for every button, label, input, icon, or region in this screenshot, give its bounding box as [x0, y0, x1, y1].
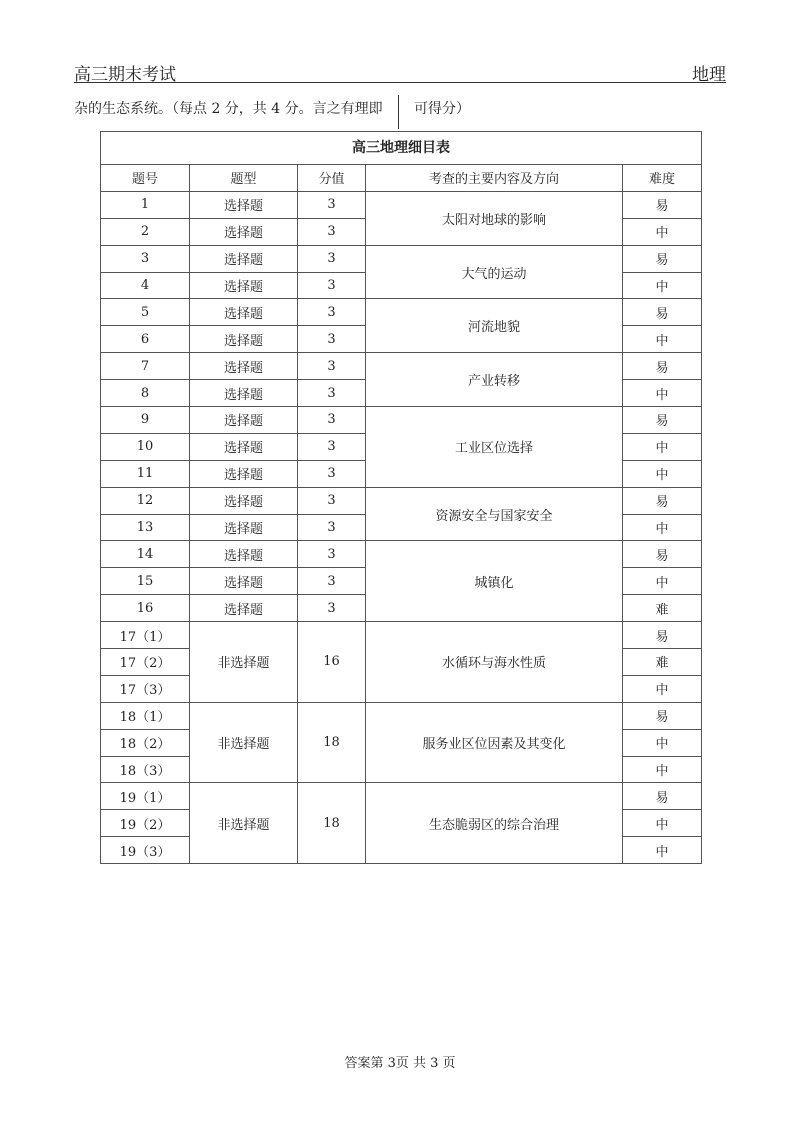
- question-type: 选择题: [190, 541, 298, 568]
- question-score: 16: [298, 622, 366, 703]
- question-score: 3: [298, 487, 366, 514]
- question-score: 3: [298, 541, 366, 568]
- difficulty: 中: [623, 675, 702, 702]
- question-type: 选择题: [190, 407, 298, 434]
- topic-cell: 产业转移: [366, 353, 623, 407]
- topic-cell: 大气的运动: [366, 245, 623, 299]
- topic-cell: 工业区位选择: [366, 407, 623, 488]
- topic-cell: 水循环与海水性质: [366, 622, 623, 703]
- question-score: 3: [298, 407, 366, 434]
- question-number: 1: [101, 191, 190, 218]
- difficulty: 易: [623, 353, 702, 380]
- question-score: 3: [298, 595, 366, 622]
- table-title: 高三地理细目表: [100, 131, 702, 164]
- question-type: 非选择题: [190, 783, 298, 864]
- difficulty: 易: [623, 487, 702, 514]
- question-number: 4: [101, 272, 190, 299]
- difficulty: 中: [623, 568, 702, 595]
- question-number: 5: [101, 299, 190, 326]
- question-type: 选择题: [190, 595, 298, 622]
- question-score: 18: [298, 783, 366, 864]
- detail-table: [100, 131, 702, 864]
- question-score: 3: [298, 353, 366, 380]
- question-score: 3: [298, 191, 366, 218]
- difficulty: 中: [623, 837, 702, 864]
- question-number: 18（3）: [101, 756, 190, 783]
- table-row: [101, 407, 702, 434]
- question-score: 3: [298, 245, 366, 272]
- question-type: 选择题: [190, 380, 298, 407]
- difficulty: 中: [623, 729, 702, 756]
- table-header-row: [101, 165, 702, 192]
- difficulty: 易: [623, 541, 702, 568]
- question-score: 18: [298, 702, 366, 783]
- question-number: 15: [101, 568, 190, 595]
- question-score: 3: [298, 460, 366, 487]
- header-number: 题号: [101, 165, 190, 192]
- difficulty: 中: [623, 218, 702, 245]
- difficulty: 易: [623, 191, 702, 218]
- table-row: [101, 245, 702, 272]
- question-number: 19（2）: [101, 810, 190, 837]
- table-row: [101, 622, 702, 649]
- intro-text: 杂的生态系统。（每点 2 分，共 4 分。言之有理即: [74, 101, 383, 117]
- question-number: 3: [101, 245, 190, 272]
- table-row: [101, 541, 702, 568]
- question-type: 选择题: [190, 353, 298, 380]
- table-row: [101, 299, 702, 326]
- question-type: 选择题: [190, 433, 298, 460]
- difficulty: 中: [623, 380, 702, 407]
- difficulty: 中: [623, 460, 702, 487]
- question-number: 7: [101, 353, 190, 380]
- difficulty: 中: [623, 433, 702, 460]
- question-type: 选择题: [190, 487, 298, 514]
- topic-cell: 城镇化: [366, 541, 623, 622]
- difficulty: 中: [623, 272, 702, 299]
- difficulty: 易: [623, 407, 702, 434]
- difficulty: 易: [623, 622, 702, 649]
- question-score: 3: [298, 272, 366, 299]
- question-number: 16: [101, 595, 190, 622]
- question-number: 17（3）: [101, 675, 190, 702]
- table-row: [101, 487, 702, 514]
- question-number: 18（1）: [101, 702, 190, 729]
- difficulty: 难: [623, 595, 702, 622]
- table-row: [101, 353, 702, 380]
- topic-cell: 服务业区位因素及其变化: [366, 702, 623, 783]
- question-number: 2: [101, 218, 190, 245]
- question-score: 3: [298, 299, 366, 326]
- header-score: 分值: [298, 165, 366, 192]
- difficulty: 难: [623, 649, 702, 676]
- difficulty: 易: [623, 783, 702, 810]
- question-type: 选择题: [190, 568, 298, 595]
- question-score: 3: [298, 514, 366, 541]
- question-number: 12: [101, 487, 190, 514]
- exam-title: 高三期末考试: [74, 65, 176, 85]
- question-number: 11: [101, 460, 190, 487]
- difficulty: 中: [623, 326, 702, 353]
- difficulty: 中: [623, 514, 702, 541]
- header-content: 考查的主要内容及方向: [366, 165, 623, 192]
- difficulty: 易: [623, 245, 702, 272]
- table-row: [101, 702, 702, 729]
- question-number: 17（2）: [101, 649, 190, 676]
- question-type: 选择题: [190, 272, 298, 299]
- question-number: 19（3）: [101, 837, 190, 864]
- question-number: 9: [101, 407, 190, 434]
- question-score: 3: [298, 433, 366, 460]
- table-row: [101, 783, 702, 810]
- question-type: 选择题: [190, 514, 298, 541]
- question-type: 选择题: [190, 191, 298, 218]
- topic-cell: 生态脆弱区的综合治理: [366, 783, 623, 864]
- question-type: 非选择题: [190, 702, 298, 783]
- difficulty: 中: [623, 756, 702, 783]
- question-number: 13: [101, 514, 190, 541]
- topic-cell: 资源安全与国家安全: [366, 487, 623, 541]
- intro-tail: 可得分）: [414, 101, 470, 117]
- table-row: [101, 191, 702, 218]
- question-type: 选择题: [190, 218, 298, 245]
- question-number: 19（1）: [101, 783, 190, 810]
- question-number: 6: [101, 326, 190, 353]
- difficulty: 易: [623, 702, 702, 729]
- question-score: 3: [298, 218, 366, 245]
- question-type: 选择题: [190, 299, 298, 326]
- question-score: 3: [298, 568, 366, 595]
- question-score: 3: [298, 380, 366, 407]
- page-footer: 答案第 3页 共 3 页: [344, 1056, 456, 1071]
- question-number: 18（2）: [101, 729, 190, 756]
- question-score: 3: [298, 326, 366, 353]
- intro-divider: [398, 95, 399, 129]
- subject-label: 地理: [692, 65, 726, 85]
- topic-cell: 太阳对地球的影响: [366, 191, 623, 245]
- topic-cell: 河流地貌: [366, 299, 623, 353]
- question-type: 选择题: [190, 460, 298, 487]
- header-type: 题型: [190, 165, 298, 192]
- question-number: 14: [101, 541, 190, 568]
- question-type: 非选择题: [190, 622, 298, 703]
- question-number: 10: [101, 433, 190, 460]
- difficulty: 中: [623, 810, 702, 837]
- question-number: 8: [101, 380, 190, 407]
- page-header: [74, 60, 726, 83]
- header-difficulty: 难度: [623, 165, 702, 192]
- question-number: 17（1）: [101, 622, 190, 649]
- difficulty: 易: [623, 299, 702, 326]
- question-type: 选择题: [190, 245, 298, 272]
- question-type: 选择题: [190, 326, 298, 353]
